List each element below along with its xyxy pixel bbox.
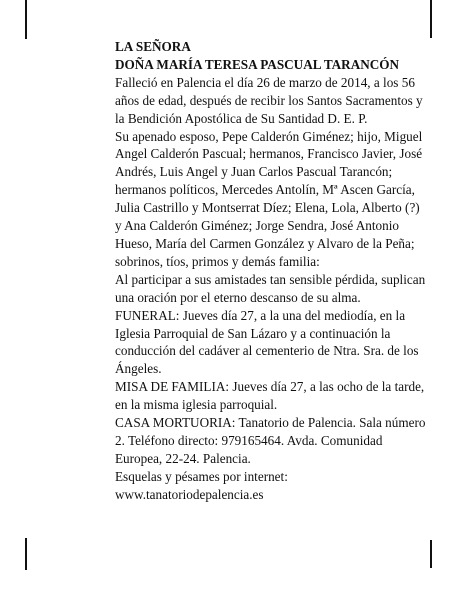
funeral-home-details: CASA MORTUORIA: Tanatorio de Palencia. Sala número 2. Teléfono directo: 979165464. Avda. Comunidad Europea, 22-24. Palencia. bbox=[115, 415, 426, 466]
death-announcement: Falleció en Palencia el día 26 de marzo de 2014, a los 56 años de edad, después de recibir los Santos Sacramentos y la Bendición Apostólica de Su Santidad D. E. P. bbox=[115, 74, 423, 126]
funeral-details: FUNERAL: Jueves día 27, a la una del mediodía, en la Iglesia Parroquial de San Lázaro y a continuación la conducción del cadáver al cementerio de Ntra. Sra. de los Ángeles. bbox=[115, 307, 419, 377]
family-mass-details: MISA DE FAMILIA: Jueves día 27, a las ocho de la tarde, en la misma iglesia parroquial. bbox=[115, 379, 425, 413]
funeral-home-website: www.tanatoriodepalencia.es bbox=[115, 486, 264, 502]
obituary-notice bbox=[115, 38, 427, 504]
family-list: Su apenado esposo, Pepe Calderón Giménez; hijo, Miguel Angel Calderón Pascual; hermanos, Francisco Javier, José Andrés, Luis Angel y Juan Carlos Pascual Tarancón; hermanos políticos, Mercedes Antolín, Mª Ascen García, Julia Castrillo y Montserrat Díez; Elena, Lola, Alberto (?) y Ana Calderón Giménez; Jorge Sendra, José Antonio Hueso, María del Carmen González y Alvaro de la Peña; sobrinos, tíos, primos y demás familia: bbox=[115, 128, 423, 269]
right-border-rule-top bbox=[430, 0, 432, 38]
heading-title: LA SEÑORA bbox=[115, 39, 191, 54]
left-border-rule-top bbox=[25, 0, 27, 39]
heading-name: DOÑA MARÍA TERESA PASCUAL TARANCÓN bbox=[115, 56, 400, 72]
prayer-request: Al participar a sus amistades tan sensible pérdida, suplican una oración por el eterno descanso de su alma. bbox=[115, 271, 426, 305]
left-border-rule-bottom bbox=[25, 538, 27, 570]
online-condolences-label: Esquelas y pésames por internet: bbox=[115, 468, 288, 484]
right-border-rule-bottom bbox=[430, 540, 432, 568]
